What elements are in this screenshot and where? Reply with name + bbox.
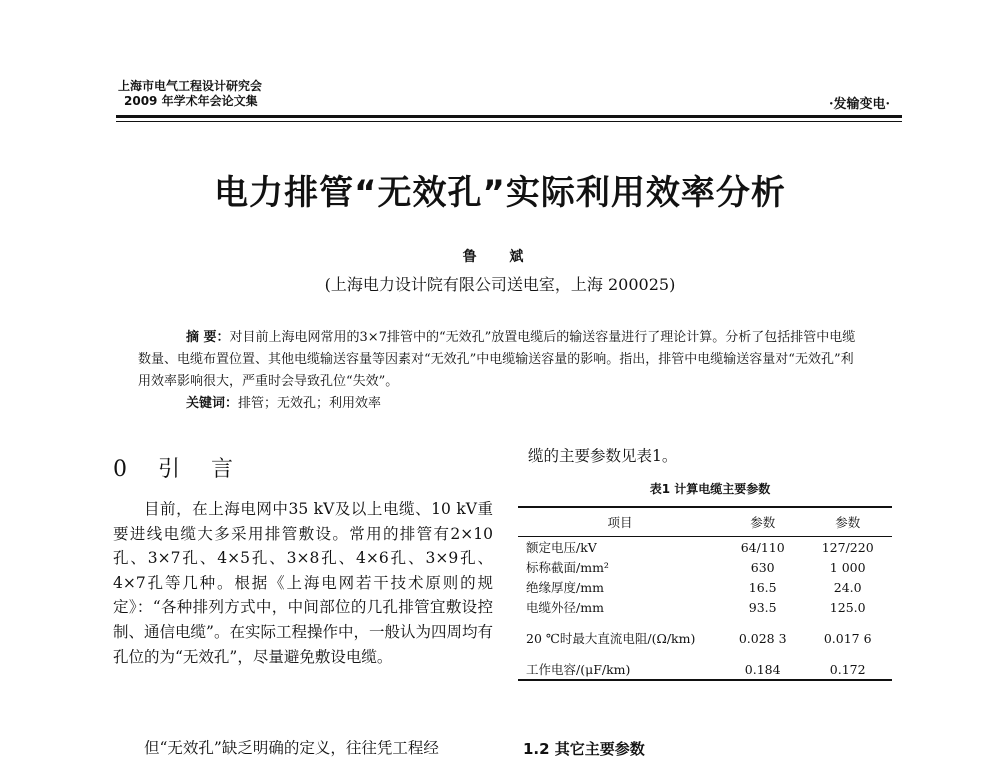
table-row (518, 577, 892, 597)
table-row (518, 597, 892, 617)
table-cell-name: 电缆外径/mm (526, 599, 604, 615)
paper-title: 电力排管“无效孔”实际利用效率分析 (214, 173, 786, 213)
intro-paragraph-1: 目前，在上海电网中35 kV及以上电缆、10 kV重要进线电缆大多采用排管敷设。常用的排管有2×10孔、3×7孔、4×5孔、3×8孔、4×6孔、3×9孔、4×7孔等几种。根据《上海电网若干技术原则的规定》：“各种排列方式中，中间部位的几孔排管宜敷设控制、通信电缆”。在实际工程操作中，一般认为四周均有孔位的为“无效孔”，尽量避免敷设电缆。 (113, 500, 493, 666)
cable-parameters-table (518, 506, 892, 681)
table-row (518, 659, 892, 680)
table-cell-value: 16.5 (748, 579, 777, 595)
keywords-text: 排管；无效孔；利用效率 (238, 396, 382, 411)
abstract (138, 327, 860, 415)
table-caption: 表1 计算电缆主要参数 (649, 482, 771, 496)
section-heading-1-2: 1.2 其它主要参数 (523, 740, 645, 758)
proceedings-name: 2009 年学术年会论文集 (124, 94, 258, 108)
table-header-param-2: 参数 (803, 507, 892, 537)
table-cell-value: 64/110 (740, 539, 785, 555)
table-header-param-1: 参数 (722, 507, 803, 537)
keywords (138, 393, 860, 415)
table-cell-value: 93.5 (748, 599, 777, 615)
table-cell-value: 630 (750, 559, 775, 575)
table-cell-value: 127/220 (821, 539, 874, 555)
table-cell-value: 0.172 (803, 659, 892, 680)
table-cell-value: 24.0 (833, 579, 862, 595)
table-cell-value: 0.028 3 (738, 630, 787, 646)
section-heading-intro: 0 引 言 (113, 457, 245, 482)
table-cell-name: 绝缘厚度/mm (526, 579, 604, 595)
table-cell-name: 20 ℃时最大直流电阻/(Ω/km) (526, 630, 696, 646)
table-header-item: 项目 (518, 507, 722, 537)
abstract-label: 摘 要： (186, 330, 230, 345)
table-cell-value: 125.0 (829, 599, 866, 615)
org-name: 上海市电气工程设计研究会 (118, 79, 263, 93)
abstract-text: 对目前上海电网常用的3×7排管中的“无效孔”放置电缆后的输送容量进行了理论计算。分析了包括排管中电缆数量、电缆布置位置、其他电缆输送容量等因素对“无效孔”中电缆输送容量的影响。指出，排管中电缆输送容量对“无效孔”利用效率影响很大，严重时会导致孔位“失效”。 (138, 330, 856, 389)
table-cell-name: 额定电压/kV (526, 539, 597, 555)
header-rule-thin (116, 121, 902, 122)
affiliation: (上海电力设计院有限公司送电室，上海 200025) (324, 275, 676, 294)
keywords-label: 关键词： (186, 396, 239, 411)
table-header-row (518, 507, 892, 537)
table-row (518, 617, 892, 659)
table-cell-name: 标称截面/mm² (526, 559, 609, 575)
section-label: ·发输变电· (828, 97, 890, 112)
table-cell-value: 0.017 6 (823, 630, 872, 646)
table-cell-name: 工作电容/(μF/km) (518, 659, 722, 680)
table-cell-value: 0.184 (722, 659, 803, 680)
table-cell-value: 1 000 (829, 559, 866, 575)
intro-paragraph-2: 但“无效孔”缺乏明确的定义，往往凭工程经 (144, 739, 439, 757)
author: 鲁 斌 (462, 249, 538, 265)
table-row (518, 557, 892, 577)
table-intro-text: 缆的主要参数见表1。 (528, 447, 678, 465)
journal-header (118, 79, 262, 109)
table-row (518, 537, 892, 558)
header-rule-thick (116, 115, 902, 118)
